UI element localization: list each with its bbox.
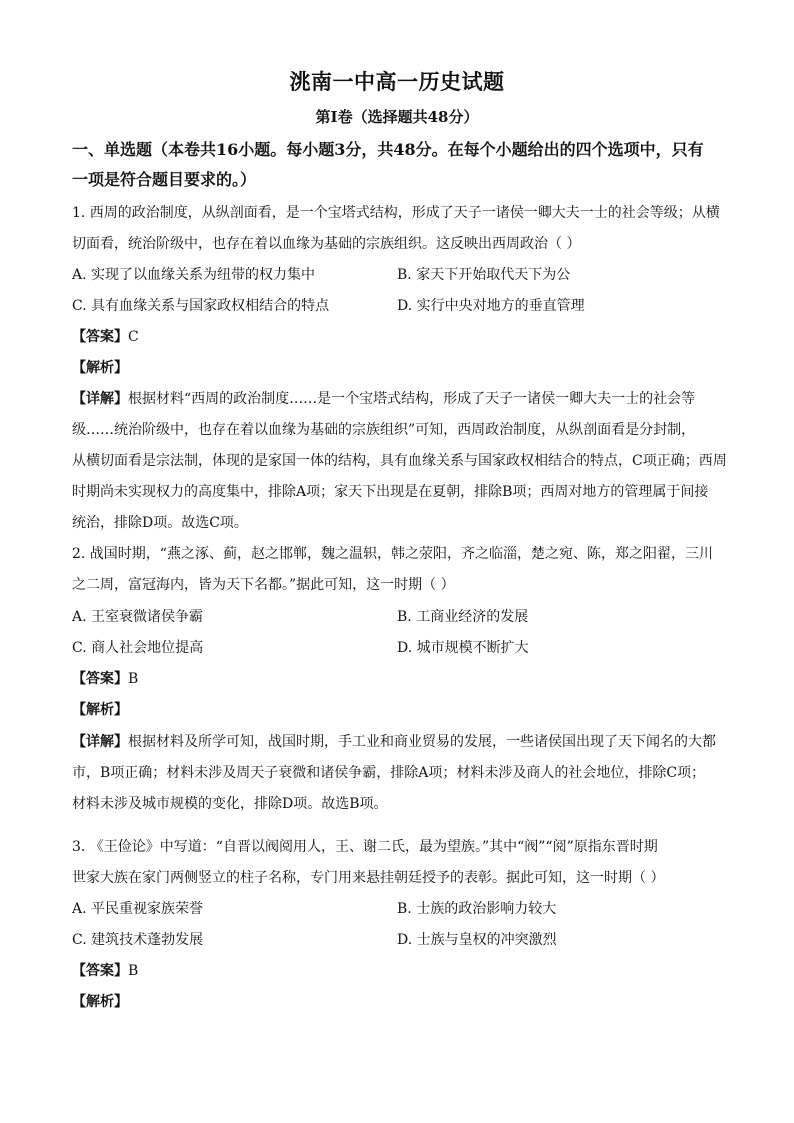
question-2-stem-line-2: 之二周，富冠海内，皆为天下名都。”据此可知，这一时期（ ）	[72, 577, 455, 593]
question-1-detail-line-2: 级……统治阶级中，也存在着以血缘为基础的宗族组织”可知，西周政治制度，从纵剖面看是分封制，	[72, 422, 696, 438]
analysis-label: 【解析】	[72, 994, 128, 1010]
question-2-option-a: A. 王室衰微诸侯争霸	[72, 609, 204, 625]
page-subtitle: 第Ⅰ卷（选择题共48分）	[315, 108, 479, 126]
answer-value: B	[128, 671, 139, 687]
detail-label: 【详解】	[72, 734, 128, 750]
question-2-option-b: B. 工商业经济的发展	[397, 609, 529, 625]
question-1-detail-line-5: 统治，排除D项。故选C项。	[72, 515, 248, 531]
detail-label: 【详解】	[72, 391, 128, 407]
question-1-option-a: A. 实现了以血缘关系为纽带的权力集中	[72, 267, 316, 283]
question-1-detail-line-3: 从横切面看是宗法制，体现的是家国一体的结构，具有血缘关系与国家政权相结合的特点，C项正确；西周	[72, 453, 727, 469]
question-1-option-c: C. 具有血缘关系与国家政权相结合的特点	[72, 298, 330, 314]
question-2-detail-line-2: 市，B项正确；材料未涉及周天子衰微和诸侯争霸，排除A项；材料未涉及商人的社会地位，排除C项；	[72, 765, 706, 781]
detail-text: 根据材料“西周的政治制度……是一个宝塔式结构，形成了天子一诸侯一卿大夫一士的社会等	[128, 391, 696, 407]
answer-label: 【答案】	[72, 329, 128, 345]
section-heading-line-2: 一项是符合题目要求的。）	[72, 170, 257, 189]
question-1-analysis-label	[72, 358, 732, 378]
question-2-stem-line-1: 2. 战国时期，“燕之涿、蓟，赵之邯郸，魏之温轵，韩之荥阳，齐之临淄，楚之宛、陈，郑之阳翟，三川	[72, 546, 713, 562]
question-1-option-b: B. 家天下开始取代天下为公	[397, 267, 571, 283]
question-1-detail-line-1	[72, 389, 732, 409]
question-2-option-c: C. 商人社会地位提高	[72, 640, 204, 656]
answer-label: 【答案】	[72, 963, 128, 979]
analysis-label: 【解析】	[72, 360, 128, 376]
question-3-answer	[72, 961, 732, 981]
question-1-stem-line-2: 切面看，统治阶级中，也存在着以血缘为基础的宗族组织。这反映出西周政治（ ）	[72, 236, 581, 252]
question-3-option-a: A. 平民重视家族荣誉	[72, 901, 204, 917]
question-3-option-c: C. 建筑技术蓬勃发展	[72, 932, 204, 948]
answer-value: C	[128, 329, 139, 345]
question-3-stem-line-2: 世家大族在家门两侧竖立的柱子名称，专门用来悬挂朝廷授予的表彰。据此可知，这一时期（ ）	[72, 870, 665, 886]
question-2-detail-line-3: 材料未涉及城市规模的变化，排除D项。故选B项。	[72, 796, 388, 812]
question-3-option-d: D. 士族与皇权的冲突激烈	[397, 932, 557, 948]
question-3-stem-line-1: 3. 《王俭论》中写道：“自晋以阀阅用人，王、谢二氏，最为望族。”其中“阀”“阅”原指东晋时期	[72, 839, 658, 855]
question-2-option-d: D. 城市规模不断扩大	[397, 640, 529, 656]
page-title: 洮南一中高一历史试题	[289, 69, 505, 94]
question-1-stem-line-1: 1. 西周的政治制度，从纵剖面看，是一个宝塔式结构，形成了天子一诸侯一卿大夫一士的社会等级；从横	[72, 205, 720, 221]
section-heading-line-1: 一、单选题（本卷共16小题。每小题3分，共48分。在每个小题给出的四个选项中，只有	[72, 140, 704, 159]
question-2-detail-line-1	[72, 732, 732, 752]
question-2-analysis-label	[72, 700, 732, 720]
analysis-label: 【解析】	[72, 702, 128, 718]
question-1-option-d: D. 实行中央对地方的垂直管理	[397, 298, 585, 314]
question-1-detail-line-4: 时期尚未实现权力的高度集中，排除A项；家天下出现是在夏朝，排除B项；西周对地方的管理属于间接	[72, 484, 709, 500]
question-2-answer	[72, 669, 732, 689]
detail-text: 根据材料及所学可知，战国时期，手工业和商业贸易的发展，一些诸侯国出现了天下闻名的大都	[128, 734, 716, 750]
answer-label: 【答案】	[72, 671, 128, 687]
question-3-option-b: B. 士族的政治影响力较大	[397, 901, 557, 917]
question-3-analysis-label	[72, 992, 732, 1012]
answer-value: B	[128, 963, 139, 979]
question-1-answer	[72, 327, 732, 347]
